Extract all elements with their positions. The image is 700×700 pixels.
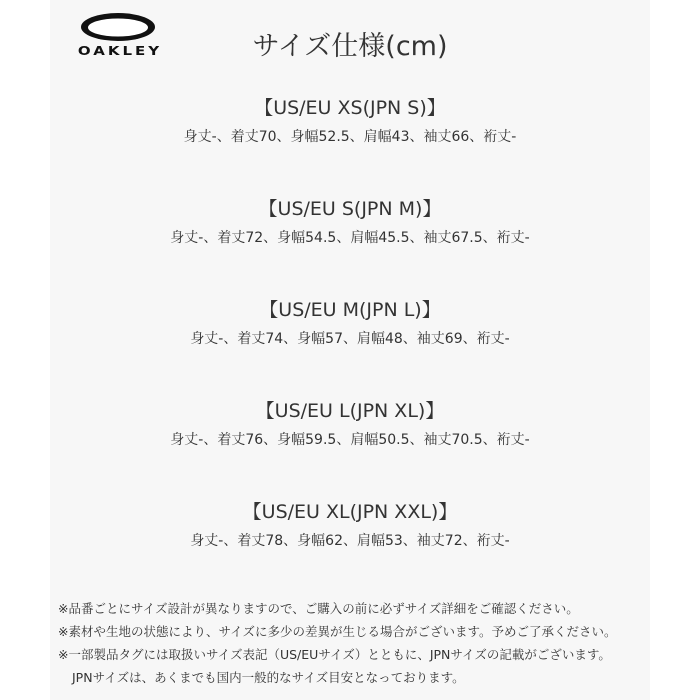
size-block-xl (50, 501, 650, 550)
size-block-l (50, 400, 650, 449)
size-measurements: 身丈-、着丈76、身幅59.5、肩幅50.5、袖丈70.5、裄丈- (170, 432, 530, 448)
note-line: ※一部製品タグには取扱いサイズ表記（US/EUサイズ）とともに、JPNサイズの記載がございます。 (58, 647, 611, 662)
size-heading: 【US/EU XS(JPN S)】 (254, 97, 446, 119)
size-heading: 【US/EU XL(JPN XXL)】 (242, 501, 458, 523)
page-title: サイズ仕様(cm) (252, 31, 448, 62)
size-measurements: 身丈-、着丈74、身幅57、肩幅48、袖丈69、裄丈- (190, 331, 510, 347)
logo-wordmark: OAKLEY (77, 43, 163, 59)
note-line: JPNサイズは、あくまでも国内一般的なサイズ目安となっております。 (72, 670, 465, 685)
notes-section (58, 597, 648, 689)
size-heading: 【US/EU S(JPN M)】 (258, 198, 442, 220)
size-heading: 【US/EU L(JPN XL)】 (255, 400, 445, 422)
size-block-m (50, 299, 650, 348)
size-heading: 【US/EU M(JPN L)】 (259, 299, 441, 321)
size-measurements: 身丈-、着丈78、身幅62、肩幅53、袖丈72、裄丈- (190, 533, 510, 549)
ellipse-logo-icon (60, 12, 180, 42)
note-line: ※品番ごとにサイズ設計が異なりますので、ご購入の前に必ずサイズ詳細をご確認ください。 (58, 601, 579, 616)
size-block-xs (50, 97, 650, 146)
oakley-logo (60, 12, 180, 62)
size-measurements: 身丈-、着丈72、身幅54.5、肩幅45.5、袖丈67.5、裄丈- (170, 230, 530, 246)
size-measurements: 身丈-、着丈70、身幅52.5、肩幅43、袖丈66、裄丈- (183, 129, 517, 145)
size-block-s (50, 198, 650, 247)
note-line: ※素材や生地の状態により、サイズに多少の差異が生じる場合がございます。予めご了承ください。 (58, 624, 617, 639)
